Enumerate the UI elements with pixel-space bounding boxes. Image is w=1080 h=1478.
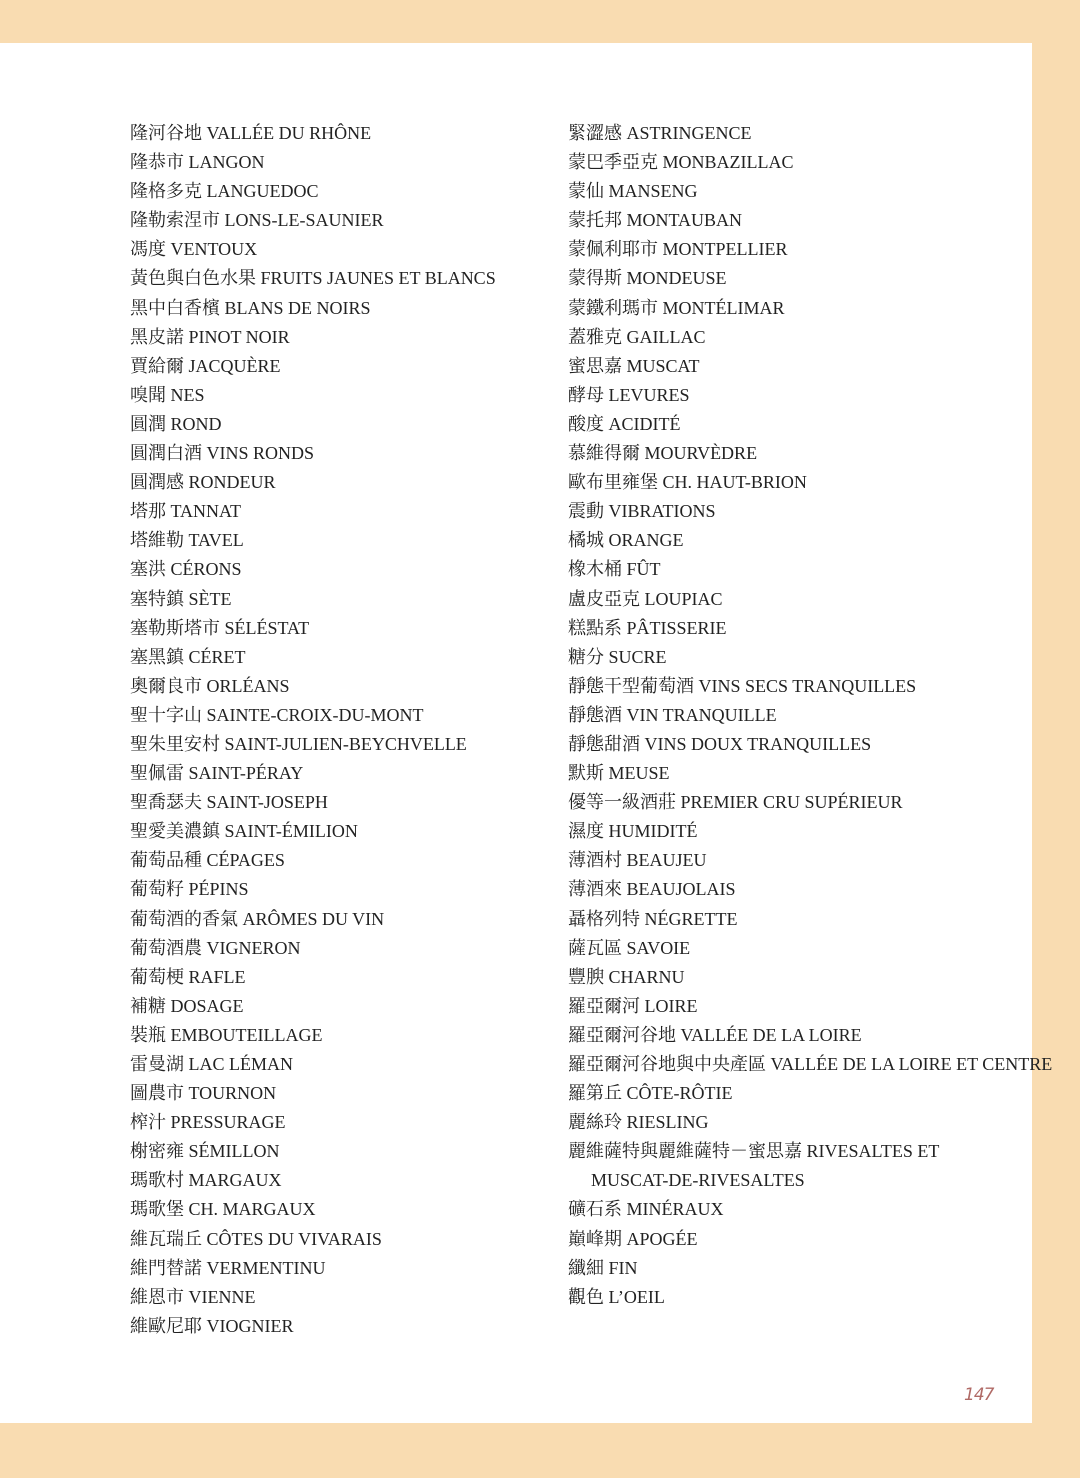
glossary-entry: 蒙巴季亞克 MONBAZILLAC: [568, 152, 794, 173]
glossary-entry: 羅亞爾河 LOIRE: [568, 995, 698, 1016]
glossary-entry: 塞特鎮 SÈTE: [130, 588, 232, 609]
glossary-entry: 蓋雅克 GAILLAC: [568, 326, 706, 347]
glossary-entry: 歐布里雍堡 CH. HAUT-BRION: [568, 472, 807, 493]
glossary-entry: 馮度 VENTOUX: [130, 239, 258, 260]
glossary-entry: 塞黑鎮 CÉRET: [130, 646, 246, 667]
glossary-entry: 隆恭市 LANGON: [130, 152, 265, 173]
glossary-column-left: [130, 119, 550, 1341]
glossary-entry: 觀色 L’OEIL: [568, 1286, 665, 1307]
glossary-entry: 葡萄籽 PÉPINS: [130, 879, 249, 900]
glossary-entry: 糖分 SUCRE: [568, 646, 667, 667]
glossary-entry: 聶格列特 NÉGRETTE: [568, 908, 738, 929]
glossary-entry: 優等一級酒莊 PREMIER CRU SUPÉRIEUR: [568, 792, 903, 813]
glossary-entry: 聖喬瑟夫 SAINT-JOSEPH: [130, 792, 328, 813]
glossary-entry: 蒙得斯 MONDEUSE: [568, 268, 727, 289]
page-number: 147: [964, 1385, 994, 1405]
glossary-entry: 麗絲玲 RIESLING: [568, 1112, 709, 1133]
glossary-entry: 塔維勒 TAVEL: [130, 530, 244, 551]
glossary-entry: 薄酒村 BEAUJEU: [568, 850, 707, 871]
glossary-entry: 黃色與白色水果 FRUITS JAUNES ET BLANCS: [130, 268, 496, 289]
glossary-entry: 橡木桶 FÛT: [568, 559, 661, 580]
glossary-entry: 蒙仙 MANSENG: [568, 181, 698, 202]
glossary-entry: 聖愛美濃鎮 SAINT-ÉMILION: [130, 821, 358, 842]
glossary-entry: 羅亞爾河谷地 VALLÉE DE LA LOIRE: [568, 1024, 862, 1045]
glossary-entry: 巔峰期 APOGÉE: [568, 1228, 698, 1249]
glossary-entry: 靜態甜酒 VINS DOUX TRANQUILLES: [568, 733, 872, 754]
glossary-entry: 蒙佩利耶市 MONTPELLIER: [568, 239, 788, 260]
glossary-entry: 塞勒斯塔市 SÉLÉSTAT: [130, 617, 310, 638]
glossary-entry: 蒙鐵利瑪市 MONTÉLIMAR: [568, 297, 785, 318]
glossary-entry: 聖朱里安村 SAINT-JULIEN-BEYCHVELLE: [130, 733, 467, 754]
glossary-entry: 黑皮諾 PINOT NOIR: [130, 326, 290, 347]
glossary-entry: 糕點系 PÂTISSERIE: [568, 617, 727, 638]
glossary-entry: 濕度 HUMIDITÉ: [568, 821, 698, 842]
glossary-entry: 奧爾良市 ORLÉANS: [130, 675, 290, 696]
glossary-column-right: [568, 119, 1053, 1312]
glossary-entry: 酵母 LEVURES: [568, 384, 690, 405]
glossary-entry: 橘城 ORANGE: [568, 530, 684, 551]
book-page: [0, 43, 1053, 1423]
glossary-entry: 雷曼湖 LAC LÉMAN: [130, 1054, 293, 1074]
glossary-entry: 蒙托邦 MONTAUBAN: [568, 210, 743, 231]
glossary-entry: 圓潤白酒 VINS RONDS: [130, 443, 315, 464]
glossary-entry: 纖細 FIN: [568, 1257, 638, 1278]
glossary-entry: 賈給爾 JACQUÈRE: [130, 355, 281, 376]
glossary-entry: 礦石系 MINÉRAUX: [568, 1199, 724, 1220]
glossary-entry: 裝瓶 EMBOUTEILLAGE: [130, 1024, 323, 1045]
glossary-entry: 塞洪 CÉRONS: [130, 559, 242, 580]
glossary-entry: 緊澀感 ASTRINGENCE: [568, 123, 752, 143]
glossary-entry: 隆格多克 LANGUEDOC: [130, 181, 319, 202]
glossary-entry: 瑪歌堡 CH. MARGAUX: [130, 1199, 316, 1220]
glossary-entry: 圖農市 TOURNON: [130, 1083, 277, 1104]
glossary-entry: 麗維薩特與麗維薩特－蜜思嘉 RIVESALTES ET MUSCAT-DE-RIVESALTES: [568, 1141, 940, 1191]
glossary-entry: 薄酒來 BEAUJOLAIS: [568, 879, 736, 900]
glossary-entry: 盧皮亞克 LOUPIAC: [568, 588, 723, 609]
glossary-entry: 酸度 ACIDITÉ: [568, 413, 681, 434]
glossary-entry: 薩瓦區 SAVOIE: [568, 937, 691, 958]
glossary-entry: 維恩市 VIENNE: [130, 1286, 256, 1307]
glossary-entry: 葡萄梗 RAFLE: [130, 966, 246, 987]
glossary-entry: 羅第丘 CÔTE-RÔTIE: [568, 1083, 733, 1104]
glossary-entry: 塔那 TANNAT: [130, 501, 242, 522]
glossary-entry: 葡萄酒的香氣 ARÔMES DU VIN: [130, 908, 385, 929]
glossary-entry: 震動 VIBRATIONS: [568, 501, 716, 522]
glossary-entry: 聖十字山 SAINTE-CROIX-DU-MONT: [130, 704, 424, 725]
glossary-entry: 豐腴 CHARNU: [568, 966, 685, 987]
glossary-entry: 黑中白香檳 BLANS DE NOIRS: [130, 297, 371, 318]
glossary-entry: 維瓦瑞丘 CÔTES DU VIVARAIS: [130, 1228, 382, 1249]
glossary-entry: 圓潤感 RONDEUR: [130, 472, 276, 493]
glossary-entry: 補糖 DOSAGE: [130, 995, 244, 1016]
glossary-entry: 蜜思嘉 MUSCAT: [568, 355, 700, 376]
glossary-entry: 隆河谷地 VALLÉE DU RHÔNE: [130, 123, 372, 143]
glossary-entry: 嗅聞 NES: [130, 384, 205, 405]
glossary-entry: 聖佩雷 SAINT-PÉRAY: [130, 763, 304, 784]
glossary-entry: 維歐尼耶 VIOGNIER: [130, 1315, 294, 1336]
glossary-entry: 圓潤 ROND: [130, 413, 222, 434]
glossary-entry: 瑪歌村 MARGAUX: [130, 1170, 282, 1191]
glossary-entry: 葡萄酒農 VIGNERON: [130, 937, 301, 958]
glossary-entry: 慕維得爾 MOURVÈDRE: [568, 443, 758, 464]
glossary-entry: 維門替諾 VERMENTINU: [130, 1257, 326, 1278]
glossary-entry: 默斯 MEUSE: [568, 763, 670, 784]
glossary-entry: 榭密雍 SÉMILLON: [130, 1141, 280, 1162]
glossary-entry: 靜態酒 VIN TRANQUILLE: [568, 704, 777, 725]
glossary-entry: 靜態干型葡萄酒 VINS SECS TRANQUILLES: [568, 675, 917, 696]
glossary-entry: 隆勒索涅市 LONS-LE-SAUNIER: [130, 210, 384, 231]
glossary-entry: 榨汁 PRESSURAGE: [130, 1112, 286, 1133]
glossary-entry: 葡萄品種 CÉPAGES: [130, 850, 285, 871]
glossary-entry: 羅亞爾河谷地與中央產區 VALLÉE DE LA LOIRE ET CENTRE: [568, 1054, 1053, 1074]
